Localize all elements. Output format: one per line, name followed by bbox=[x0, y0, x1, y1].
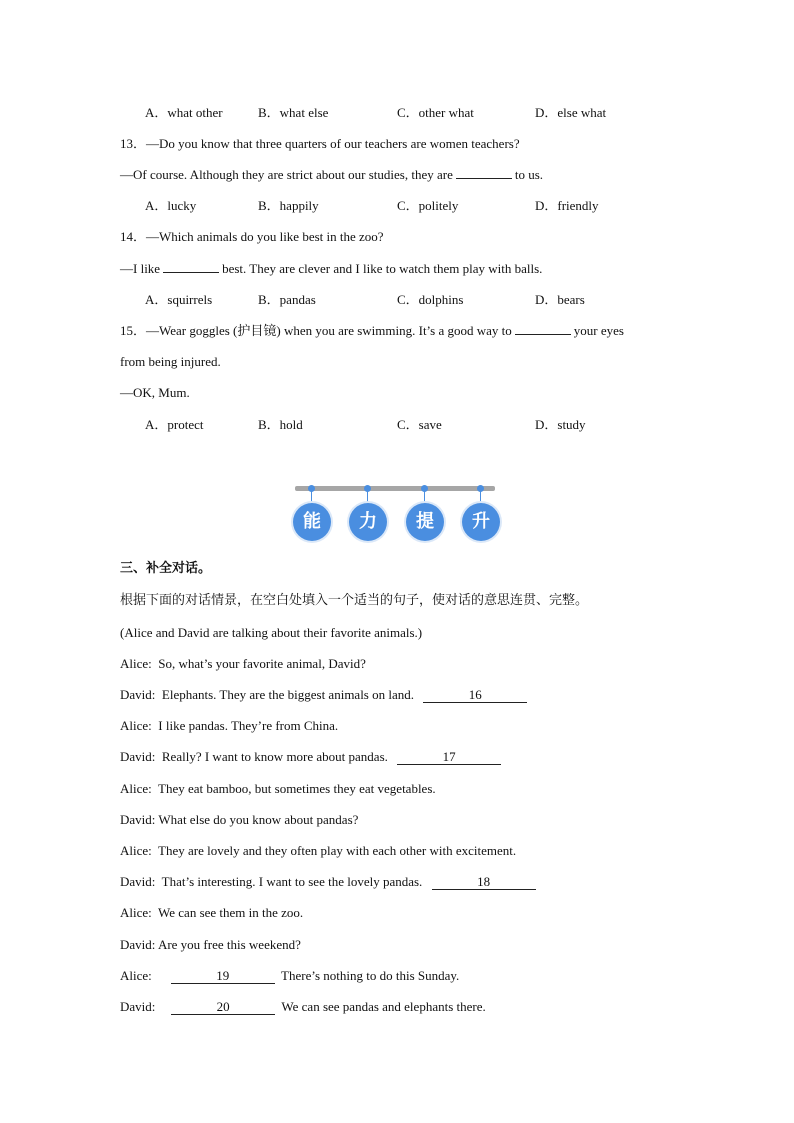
dialogue-text: There’s nothing to do this Sunday. bbox=[281, 968, 460, 983]
banner-char-4: 升 bbox=[462, 503, 500, 541]
q14-option-d: D．bears bbox=[535, 292, 585, 307]
q12-option-b: B．what else bbox=[258, 105, 329, 120]
dialogue-text: Elephants. They are the biggest animals on land. bbox=[161, 687, 415, 702]
ability-banner bbox=[293, 483, 497, 543]
blank-20[interactable]: 20 bbox=[171, 999, 275, 1015]
dialogue-line bbox=[120, 686, 527, 704]
speaker: David: bbox=[120, 749, 156, 764]
speaker: Alice: bbox=[120, 718, 152, 733]
q14-option-b: B．pandas bbox=[258, 292, 316, 307]
q13-options bbox=[145, 197, 745, 215]
speaker: David: bbox=[120, 937, 156, 952]
q15-option-b: B．hold bbox=[258, 417, 303, 432]
banner-char-3: 提 bbox=[406, 503, 444, 541]
dialogue-line bbox=[120, 967, 459, 985]
banner-stem bbox=[480, 491, 481, 503]
q15-blank[interactable] bbox=[515, 322, 571, 335]
q12-options bbox=[145, 104, 745, 122]
dialogue-line bbox=[120, 936, 301, 954]
dialogue-line bbox=[120, 998, 486, 1016]
speaker: Alice: bbox=[120, 843, 152, 858]
blank-18[interactable]: 18 bbox=[432, 874, 536, 890]
q15-answer: —OK, Mum. bbox=[120, 385, 190, 400]
q14-answer bbox=[120, 260, 542, 278]
banner-stem bbox=[424, 491, 425, 503]
q15-option-c: C．save bbox=[397, 417, 442, 432]
dialogue-text: We can see them in the zoo. bbox=[158, 905, 304, 920]
banner-stem bbox=[367, 491, 368, 503]
blank-19[interactable]: 19 bbox=[171, 968, 275, 984]
banner-char-1: 能 bbox=[293, 503, 331, 541]
dialogue-line bbox=[120, 842, 516, 860]
q14-answer-pre: —I like bbox=[120, 261, 161, 276]
banner-bar bbox=[295, 486, 495, 491]
q13-question: 13．—Do you know that three quarters of our teachers are women teachers? bbox=[120, 136, 520, 151]
q13-answer-post: to us. bbox=[514, 167, 544, 182]
speaker: Alice: bbox=[120, 781, 152, 796]
q14-option-c: C．dolphins bbox=[397, 292, 464, 307]
blank-17[interactable]: 17 bbox=[397, 749, 501, 765]
q14-question: 14．—Which animals do you like best in the zoo? bbox=[120, 229, 384, 244]
q15-question bbox=[120, 322, 624, 340]
q13-option-c: C．politely bbox=[397, 198, 459, 213]
dialogue-text: They eat bamboo, but sometimes they eat vegetables. bbox=[158, 781, 436, 796]
dialogue-text: They are lovely and they often play with each other with excitement. bbox=[158, 843, 517, 858]
q12-option-a: A．what other bbox=[145, 105, 223, 120]
banner-char-2: 力 bbox=[349, 503, 387, 541]
q14-answer-post: best. They are clever and I like to watch them play with balls. bbox=[222, 261, 543, 276]
speaker: David: bbox=[120, 874, 156, 889]
dialogue-text: So, what’s your favorite animal, David? bbox=[158, 656, 366, 671]
q13-option-d: D．friendly bbox=[535, 198, 599, 213]
q15-options bbox=[145, 416, 745, 434]
dialogue-line bbox=[120, 904, 303, 922]
q15-option-a: A．protect bbox=[145, 417, 204, 432]
q13-answer-pre: —Of course. Although they are strict about our studies, they are bbox=[120, 167, 453, 182]
q13-answer bbox=[120, 166, 543, 184]
dialogue-context: (Alice and David are talking about their favorite animals.) bbox=[120, 625, 423, 640]
speaker: David: bbox=[120, 687, 156, 702]
q15-question-pre: 15．—Wear goggles (护目镜) when you are swimming. It’s a good way to bbox=[120, 323, 512, 338]
dialogue-text: That’s interesting. I want to see the lovely pandas. bbox=[161, 874, 423, 889]
q14-blank[interactable] bbox=[163, 260, 219, 273]
speaker: David: bbox=[120, 999, 156, 1014]
q12-option-c: C．other what bbox=[397, 105, 474, 120]
q13-option-a: A．lucky bbox=[145, 198, 197, 213]
q13-blank[interactable] bbox=[456, 166, 512, 179]
dialogue-line bbox=[120, 811, 358, 829]
section3-instruction: 根据下面的对话情景，在空白处填入一个适当的句子，使对话的意思连贯、完整。 bbox=[120, 593, 589, 608]
speaker: David: bbox=[120, 812, 156, 827]
q15-option-d: D．study bbox=[535, 417, 586, 432]
speaker: Alice: bbox=[120, 656, 152, 671]
dialogue-text: Are you free this weekend? bbox=[157, 937, 301, 952]
section3-heading: 三、补全对话。 bbox=[120, 561, 212, 576]
speaker: Alice: bbox=[120, 968, 152, 983]
dialogue-line bbox=[120, 655, 366, 673]
dialogue-line bbox=[120, 873, 536, 891]
dialogue-text: I like pandas. They’re from China. bbox=[158, 718, 339, 733]
dialogue-line bbox=[120, 780, 436, 798]
q15-question-cont: from being injured. bbox=[120, 354, 221, 369]
q13-option-b: B．happily bbox=[258, 198, 319, 213]
q12-option-d: D．else what bbox=[535, 105, 607, 120]
dialogue-text: We can see pandas and elephants there. bbox=[281, 999, 486, 1014]
speaker: Alice: bbox=[120, 905, 152, 920]
dialogue-text: What else do you know about pandas? bbox=[158, 812, 359, 827]
q14-option-a: A．squirrels bbox=[145, 292, 213, 307]
q15-question-post: your eyes bbox=[573, 323, 624, 338]
dialogue-line bbox=[120, 748, 501, 766]
dialogue-line bbox=[120, 717, 338, 735]
banner-stem bbox=[311, 491, 312, 503]
blank-16[interactable]: 16 bbox=[423, 687, 527, 703]
q14-options bbox=[145, 291, 745, 309]
dialogue-text: Really? I want to know more about pandas. bbox=[161, 749, 388, 764]
